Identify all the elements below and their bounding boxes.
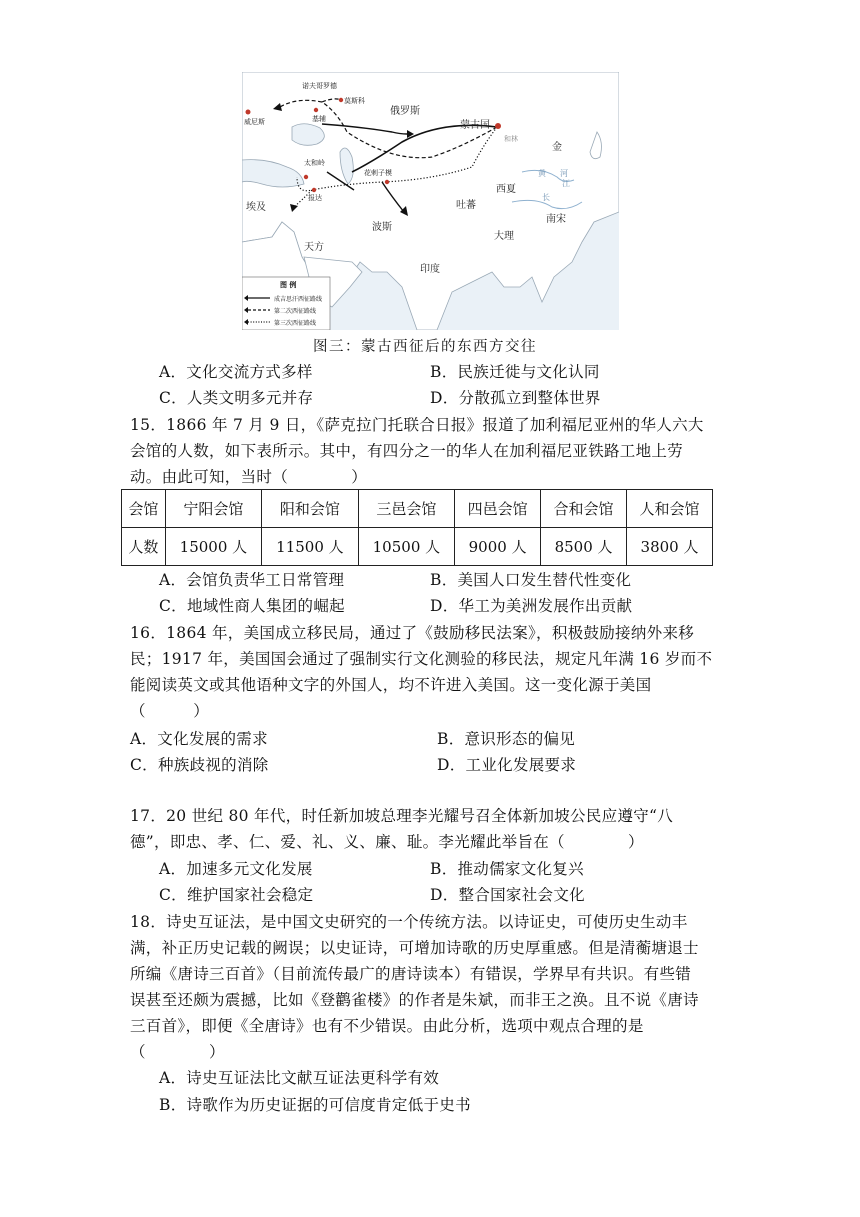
table-cell: 3800 人 bbox=[627, 528, 713, 566]
q18-stem-line-6: （ ） bbox=[130, 1043, 225, 1061]
q15-option-c: C．地域性商人集团的崛起 bbox=[159, 597, 345, 615]
label-venice: 威尼斯 bbox=[244, 118, 265, 126]
q17-option-c: C．维护国家社会稳定 bbox=[159, 886, 314, 904]
q15-option-a: A．会馆负责华工日常管理 bbox=[159, 571, 345, 589]
label-tibet: 吐蕃 bbox=[456, 200, 476, 211]
q16-option-d: D．工业化发展要求 bbox=[437, 756, 577, 774]
label-kyiv: 基辅 bbox=[312, 115, 326, 123]
q14-option-c: C．人类文明多元并存 bbox=[159, 389, 314, 407]
table-header-row bbox=[122, 490, 713, 528]
label-yellow-river-1: 黄 bbox=[538, 169, 546, 178]
table-header-cell: 人和会馆 bbox=[627, 490, 713, 528]
table-cell: 10500 人 bbox=[358, 528, 454, 566]
q15-stem-line-2: 会馆的人数，如下表所示。其中，有四分之一的华人在加利福尼亚铁路工地上劳 bbox=[130, 442, 684, 460]
q16-stem-line-2: 民；1917 年，美国国会通过了强制实行文化测验的移民法，规定凡年满 16 岁而不 bbox=[130, 650, 713, 668]
label-india: 印度 bbox=[420, 264, 440, 275]
q15-association-table bbox=[121, 489, 713, 566]
q18-stem-line-2: 满，补正历史记载的阙误；以史证诗，可增加诗歌的历史厚重感。但是清蘅塘退士 bbox=[130, 939, 699, 957]
q18-stem-line-1: 18．诗史互证法，是中国文史研究的一个传统方法。以诗证史，可使历史生动丰 bbox=[130, 913, 688, 931]
label-karakorum: 和林 bbox=[504, 135, 518, 143]
q17-stem-line-1: 17．20 世纪 80 年代，时任新加坡总理李光耀号召全体新加坡公民应遵守“八 bbox=[130, 807, 674, 825]
q16-stem-line-3: 能阅读英文或其他语种文字的外国人，均不许进入美国。这一变化源于美国 bbox=[130, 676, 652, 694]
q14-option-b: B．民族迁徙与文化认同 bbox=[430, 363, 600, 381]
q17-stem-line-2: 德”，即忠、孝、仁、爱、礼、义、廉、耻。李光耀此举旨在（ ） bbox=[130, 833, 644, 851]
label-samarkand: 花剌子模 bbox=[364, 169, 392, 177]
legend-route-3: 第三次西征路线 bbox=[274, 320, 317, 327]
table-header-cell: 四邑会馆 bbox=[455, 490, 541, 528]
legend-route-1: 成吉思汗西征路线 bbox=[274, 296, 323, 303]
table-row bbox=[122, 528, 713, 566]
q15-option-d: D．华工为美洲发展作出贡献 bbox=[430, 597, 633, 615]
label-yellow-river-2: 河 bbox=[560, 169, 568, 178]
map-graphic bbox=[242, 72, 619, 330]
table-header-cell: 会馆 bbox=[122, 490, 166, 528]
label-mongolia: 蒙古国 bbox=[460, 120, 490, 131]
table-cell: 人数 bbox=[122, 528, 166, 566]
q15-option-b: B．美国人口发生替代性变化 bbox=[430, 571, 632, 589]
q17-option-b: B．推动儒家文化复兴 bbox=[430, 860, 584, 878]
label-jin: 金 bbox=[552, 142, 562, 153]
legend-route-2: 第二次西征路线 bbox=[274, 308, 317, 315]
label-egypt: 埃及 bbox=[246, 202, 266, 213]
table-cell: 8500 人 bbox=[541, 528, 627, 566]
mongol-western-expedition-map bbox=[242, 72, 619, 330]
label-russia: 俄罗斯 bbox=[390, 106, 420, 117]
table-header-cell: 宁阳会馆 bbox=[165, 490, 261, 528]
table-header-cell: 合和会馆 bbox=[541, 490, 627, 528]
q14-option-d: D．分散孤立到整体世界 bbox=[430, 389, 601, 407]
label-baghdad: 报达 bbox=[308, 194, 322, 202]
q16-option-a: A．文化发展的需求 bbox=[130, 730, 268, 748]
label-tabriz: 太和岭 bbox=[304, 159, 325, 167]
q15-stem-line-1: 15．1866 年 7 月 9 日，《萨克拉门托联合日报》报道了加利福尼亚州的华人六大 bbox=[130, 416, 704, 434]
label-yangtze-2: 江 bbox=[562, 179, 570, 188]
q18-option-b: B．诗歌作为历史证据的可信度肯定低于史书 bbox=[159, 1096, 471, 1114]
q16-stem-line-4: （ ） bbox=[130, 702, 210, 720]
label-arabia: 天方 bbox=[304, 242, 324, 253]
figure-caption: 图三：蒙古西征后的东西方交往 bbox=[313, 339, 537, 355]
label-southern-song: 南宋 bbox=[546, 214, 566, 225]
label-western-xia: 西夏 bbox=[496, 184, 516, 195]
label-persia: 波斯 bbox=[372, 222, 392, 233]
label-moscow: 莫斯科 bbox=[344, 97, 365, 105]
q17-option-d: D．整合国家社会文化 bbox=[430, 886, 585, 904]
table-cell: 9000 人 bbox=[455, 528, 541, 566]
q17-option-a: A．加速多元文化发展 bbox=[159, 860, 313, 878]
q14-option-a: A．文化交流方式多样 bbox=[159, 363, 313, 381]
q18-stem-line-3: 所编《唐诗三百首》（目前流传最广的唐诗读本）有错误，学界早有共识。有些错 bbox=[130, 965, 692, 983]
q18-option-a: A．诗史互证法比文献互证法更科学有效 bbox=[159, 1069, 440, 1087]
q18-stem-line-5: 三百首》，即便《全唐诗》也有不少错误。由此分析，选项中观点合理的是 bbox=[130, 1017, 644, 1035]
q18-stem-line-4: 误甚至还颇为震撼，比如《登鹳雀楼》的作者是朱斌，而非王之涣。且不说《唐诗 bbox=[130, 991, 699, 1009]
table-cell: 15000 人 bbox=[165, 528, 261, 566]
table-header-cell: 阳和会馆 bbox=[262, 490, 358, 528]
label-yangtze-1: 长 bbox=[542, 193, 550, 202]
q16-option-c: C．种族歧视的消除 bbox=[130, 756, 269, 774]
label-novgorod: 诺夫哥罗德 bbox=[302, 82, 337, 90]
q16-stem-line-1: 16．1864 年，美国成立移民局，通过了《鼓励移民法案》，积极鼓励接纳外来移 bbox=[130, 624, 695, 642]
table-header-cell: 三邑会馆 bbox=[358, 490, 454, 528]
q16-option-b: B．意识形态的偏见 bbox=[437, 730, 576, 748]
label-dali: 大理 bbox=[494, 231, 514, 242]
q15-stem-line-3: 动。由此可知，当时（ ） bbox=[130, 468, 368, 486]
table-cell: 11500 人 bbox=[262, 528, 358, 566]
legend-title: 图 例 bbox=[280, 281, 297, 289]
